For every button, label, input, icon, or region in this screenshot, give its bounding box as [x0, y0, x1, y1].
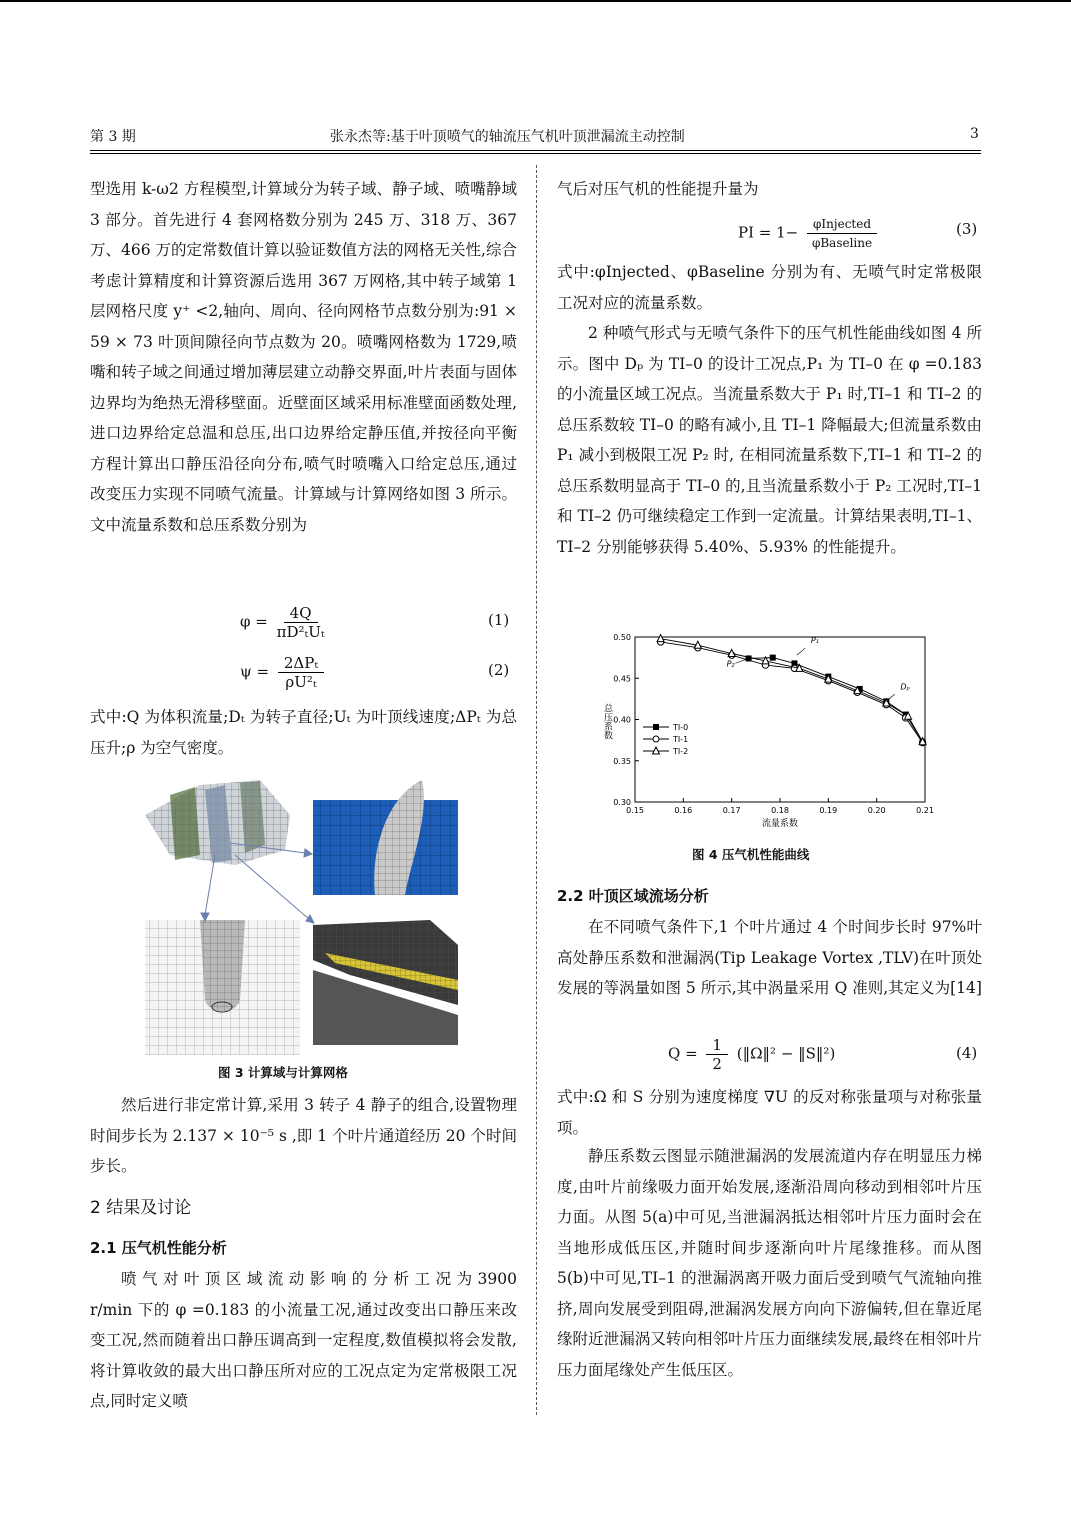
x-tick-label: 0.20 [867, 806, 886, 815]
equation-3-number: (3) [956, 220, 978, 238]
eq4-lhs: Q = [668, 1044, 698, 1063]
legend-marker-TI-1 [653, 736, 659, 742]
annotation-leader [886, 694, 894, 701]
figure-4-chart [590, 625, 950, 835]
column-divider [536, 165, 537, 1415]
series-line-TI-0 [749, 658, 923, 742]
right-text-4: 在不同喷气条件下,1 个叶片通过 4 个时间步长时 97%叶高处静压系数和泄漏涡(Tip Leakage Vortex ,TLV)在叶顶处发展的等涡量如图 5 所示,其中涡量采用 Q 准则,其定义为[14] [557, 918, 982, 997]
eq4-numerator: 1 [706, 1036, 728, 1055]
eq4-rhs: (‖Ω‖² − ‖S‖²) [736, 1044, 836, 1063]
blade-ogrid-image [145, 920, 300, 1055]
right-para-1 [557, 174, 982, 205]
x-tick-label: 0.21 [916, 806, 934, 815]
eq1-denominator: πD²ₜUₜ [276, 623, 325, 641]
eq3-lhs: PI = 1− [738, 223, 799, 242]
annotation-leader [797, 648, 805, 655]
page-number: 3 [970, 126, 979, 142]
equation-4 [668, 1036, 835, 1073]
right-para-3 [557, 318, 982, 562]
left-para-2 [90, 702, 517, 763]
annotation-label: Dₚ [900, 682, 910, 692]
tip-mesh-blue-image [313, 780, 458, 895]
y-tick-label: 0.30 [613, 798, 631, 807]
x-tick-label: 0.16 [674, 806, 693, 815]
eq1-lhs: φ = [240, 612, 268, 631]
right-para-5 [557, 1082, 982, 1143]
right-para-4 [557, 912, 982, 1004]
x-tick-label: 0.15 [626, 806, 644, 815]
plot-frame [635, 637, 925, 802]
right-text-2: 式中:φInjected、φBaseline 分别为有、无喷气时定常极限工况对应的流量系数。 [557, 263, 982, 312]
figure-3 [140, 775, 470, 1060]
eq2-numerator: 2ΔPₜ [278, 654, 324, 673]
x-tick-label: 0.17 [722, 806, 741, 815]
running-title: 张永杰等:基于叶顶喷气的轴流压气机叶顶泄漏流主动控制 [330, 129, 685, 145]
left-para-4 [90, 1264, 517, 1417]
legend-marker-TI-0 [653, 724, 659, 730]
series-line-TI-2 [661, 639, 923, 742]
y-tick-label: 0.50 [613, 633, 631, 642]
left-text-1: 型选用 k-ω2 方程模型,计算域分为转子域、静子域、喷嘴静域 3 部分。首先进行 4 套网格数分别为 245 万、318 万、367 万、466 万的定常数值计算以验证数值方法的网格无关性,综合考虑计算精度和计算资源后选用 367 万网格,其中转子域第 1 层网格尺度 y⁺ <2,轴向、周向、径向网格节点数分别为:91 × 59 × 73 叶顶间隙径向节点数为 20。喷嘴网格数为 1729,喷嘴和转子域之间通过增加薄层建立动静交界面,叶片表面与固体边界均为绝热无滑移壁面。近壁面区域采用标准壁面函数处理,进口边界给定总温和总压,出口边界给定静压值,并按径向平衡方程计算出口静压沿径向分布,喷气时喷嘴入口给定总压,通过改变压力实现不同喷气流量。计算域与计算网络如图 3 所示。文中流量系数和总压系数分别为 [90, 180, 517, 534]
right-text-3: 2 种喷气形式与无喷气条件下的压气机性能曲线如图 4 所示。图中 Dₚ 为 TI–0 的设计工况点,P₁ 为 TI–0 在 φ =0.183 的小流量区域工况点。当流量系数大于 P₁ 时,TI–1 和 TI–2 的总压系数较 TI–0 的略有减小,且 TI–1 降幅最大;但流量系数由 P₁ 减小到极限工况 P₂ 时, 在相同流量系数下,TI–1 和 TI–2 的总压系数明显高于 TI–0 的,且当流量系数小于 P₂ 工况时,TI–1 和 TI–2 仍可继续稳定工作到一定流量。计算结果表明,TI–1、TI–2 分别能够获得 5.40%、5.93% 的性能提升。 [557, 324, 982, 556]
left-para-1 [90, 174, 517, 540]
right-para-6 [557, 1141, 982, 1385]
equation-2 [240, 654, 328, 691]
point-TI-2 [657, 635, 664, 642]
y-axis-label: 总压系数 [602, 703, 612, 740]
legend-label-TI-2: TI-2 [673, 747, 689, 756]
x-tick-label: 0.18 [771, 806, 789, 815]
section-2-2-heading: 2.2 叶顶区域流场分析 [557, 887, 709, 905]
left-text-2: 式中:Q 为体积流量;Dₜ 为转子直径;Uₜ 为叶顶线速度;ΔPₜ 为总压升;ρ 为空气密度。 [90, 708, 517, 757]
header-rule-thin [90, 153, 981, 154]
left-text-3: 然后进行非定常计算,采用 3 转子 4 静子的组合,设置物理时间步长为 2.137 × 10⁻⁵ s ,即 1 个叶片通道经历 20 个时间步长。 [90, 1096, 517, 1175]
domain-overview-image [145, 780, 290, 865]
series-line-TI-1 [661, 642, 923, 743]
eq2-denominator: ρU²ₜ [285, 673, 317, 691]
equation-1 [240, 604, 329, 641]
annotation-label: P₁ [810, 636, 819, 646]
header-rule [90, 150, 981, 151]
legend-label-TI-0: TI-0 [673, 723, 689, 732]
eq1-numerator: 4Q [284, 604, 318, 623]
right-text-5: 式中:Ω 和 S 分别为速度梯度 ∇U 的反对称张量项与对称张量项。 [557, 1088, 982, 1137]
x-tick-label: 0.19 [819, 806, 838, 815]
tip-gap-mesh-image [313, 920, 458, 1045]
figure-3-caption: 图 3 计算域与计算网格 [218, 1065, 348, 1080]
equation-2-number: (2) [488, 661, 510, 679]
equation-4-number: (4) [956, 1044, 978, 1062]
point-TI-0 [770, 655, 776, 661]
y-tick-label: 0.45 [613, 674, 631, 684]
legend-label-TI-1: TI-1 [673, 735, 689, 744]
right-text-6: 静压系数云图显示随泄漏涡的发展流道内存在明显压力梯度,由叶片前缘吸力面开始发展,逐渐沿周向移动到相邻叶片压力面。从图 5(a)中可见,当泄漏涡抵达相邻叶片压力面时会在当地形成低压区,并随时间步逐渐向叶片尾缘推移。而从图 5(b)中可见,TI–1 的泄漏涡离开吸力面后受到喷气气流轴向推挤,周向发展受到阻碍,泄漏涡发展方向向下游偏转,但在靠近尾缘附近泄漏涡又转向相邻叶片压力面继续发展,最终在相邻叶片压力面尾缘处产生低压区。 [557, 1147, 982, 1379]
eq4-denominator: 2 [712, 1055, 722, 1073]
equation-3 [738, 215, 881, 252]
figure-4-caption: 图 4 压气机性能曲线 [692, 847, 810, 862]
y-tick-label: 0.35 [613, 756, 631, 766]
section-2-1-heading: 2.1 压气机性能分析 [90, 1239, 227, 1257]
x-axis-label: 流量系数 [761, 819, 799, 829]
eq3-numerator: φInjected [807, 215, 877, 234]
left-text-4: 喷 气 对 叶 顶 区 域 流 动 影 响 的 分 析 工 况 为 3900 r/min 下的 φ =0.183 的小流量工况,通过改变出口静压来改变工况,然而随着出口静压调高到一定程度,数值模拟将会发散,将计算收敛的最大出口静压所对应的工况点定为定常极限工况点,同时定义喷 [90, 1270, 517, 1410]
eq2-lhs: ψ = [240, 662, 270, 681]
left-para-3 [90, 1090, 517, 1182]
section-2-heading: 2 结果及讨论 [90, 1198, 192, 1218]
equation-1-number: (1) [488, 611, 510, 629]
right-para-2 [557, 257, 982, 318]
issue-number: 第 3 期 [90, 129, 136, 145]
right-text-1: 气后对压气机的性能提升量为 [557, 180, 759, 198]
annotation-label: P₂ [726, 659, 735, 669]
eq3-denominator: φBaseline [811, 236, 873, 250]
top-border [0, 0, 1071, 2]
y-tick-label: 0.40 [613, 715, 631, 725]
